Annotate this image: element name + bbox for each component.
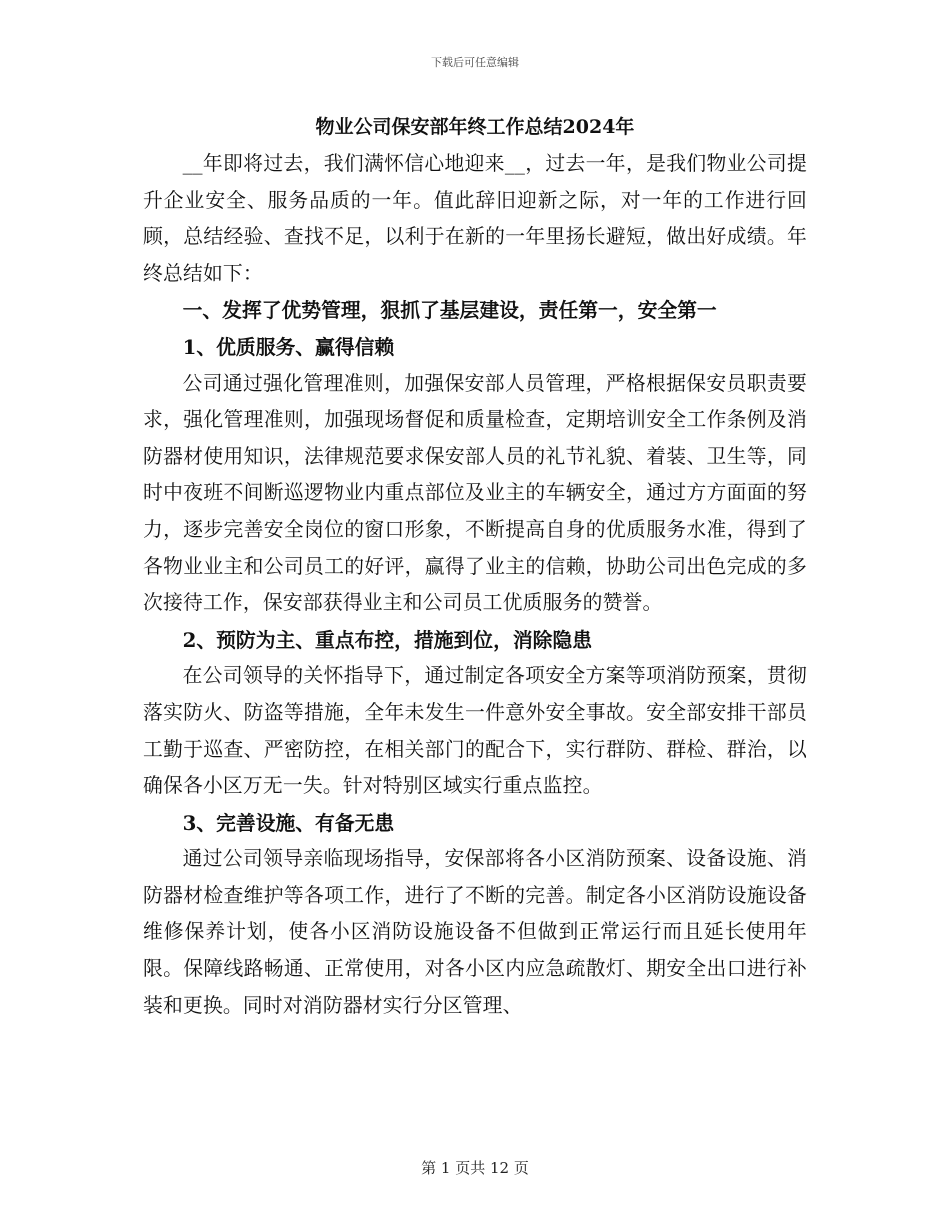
page-footer: 第 1 页共 12 页: [421, 1159, 529, 1177]
subsection-body-2: 在公司领导的关怀指导下，通过制定各项安全方案等项消防预案，贯彻落实防火、防盗等措施，全年未发生一件意外安全事故。安全部安排干部员工勤于巡查、严密防控，在相关部门的配合下，实行群防、群检、群治，以确保各小区万无一失。针对特别区域实行重点监控。: [143, 664, 807, 798]
subsection-heading-1: 1、优质服务、赢得信赖: [182, 334, 395, 359]
section-heading-1: 一、发挥了优势管理，狠抓了基层建设，责任第一，安全第一: [182, 298, 717, 323]
intro-paragraph: __年即将过去，我们满怀信心地迎来__，过去一年，是我们物业公司提升企业安全、服务品质的一年。值此辞旧迎新之际，对一年的工作进行回顾，总结经验、查找不足，以利于在新的一年里扬长避短，做出好成绩。年终总结如下：: [143, 152, 807, 285]
subsection-heading-2: 2、预防为主、重点布控，措施到位，消除隐患: [182, 627, 592, 652]
subsection-heading-3: 3、完善设施、有备无患: [182, 810, 395, 835]
page-header: 下载后可任意编辑: [431, 56, 519, 69]
subsection-body-3: 通过公司领导亲临现场指导，安保部将各小区消防预案、设备设施、消防器材检查维护等各项工作，进行了不断的完善。制定各小区消防设施设备维修保养计划，使各小区消防设施设备不但做到正常运行而且延长使用年限。保障线路畅通、正常使用，对各小区内应急疏散灯、期安全出口进行补装和更换。同时对消防器材实行分区管理、: [143, 847, 807, 1017]
document-title: 物业公司保安部年终工作总结2024年: [315, 116, 635, 138]
subsection-body-1: 公司通过强化管理准则，加强保安部人员管理，严格根据保安员职责要求，强化管理准则，加强现场督促和质量检查，定期培训安全工作条例及消防器材使用知识，法律规范要求保安部人员的礼节礼貌、着装、卫生等，同时中夜班不间断巡逻物业内重点部位及业主的车辆安全，通过方方面面的努力，逐步完善安全岗位的窗口形象，不断提高自身的优质服务水准，得到了各物业业主和公司员工的好评，赢得了业主的信赖，协助公司出色完成的多次接待工作，保安部获得业主和公司员工优质服务的赞誉。: [143, 371, 807, 615]
document-body: [143, 112, 807, 1024]
